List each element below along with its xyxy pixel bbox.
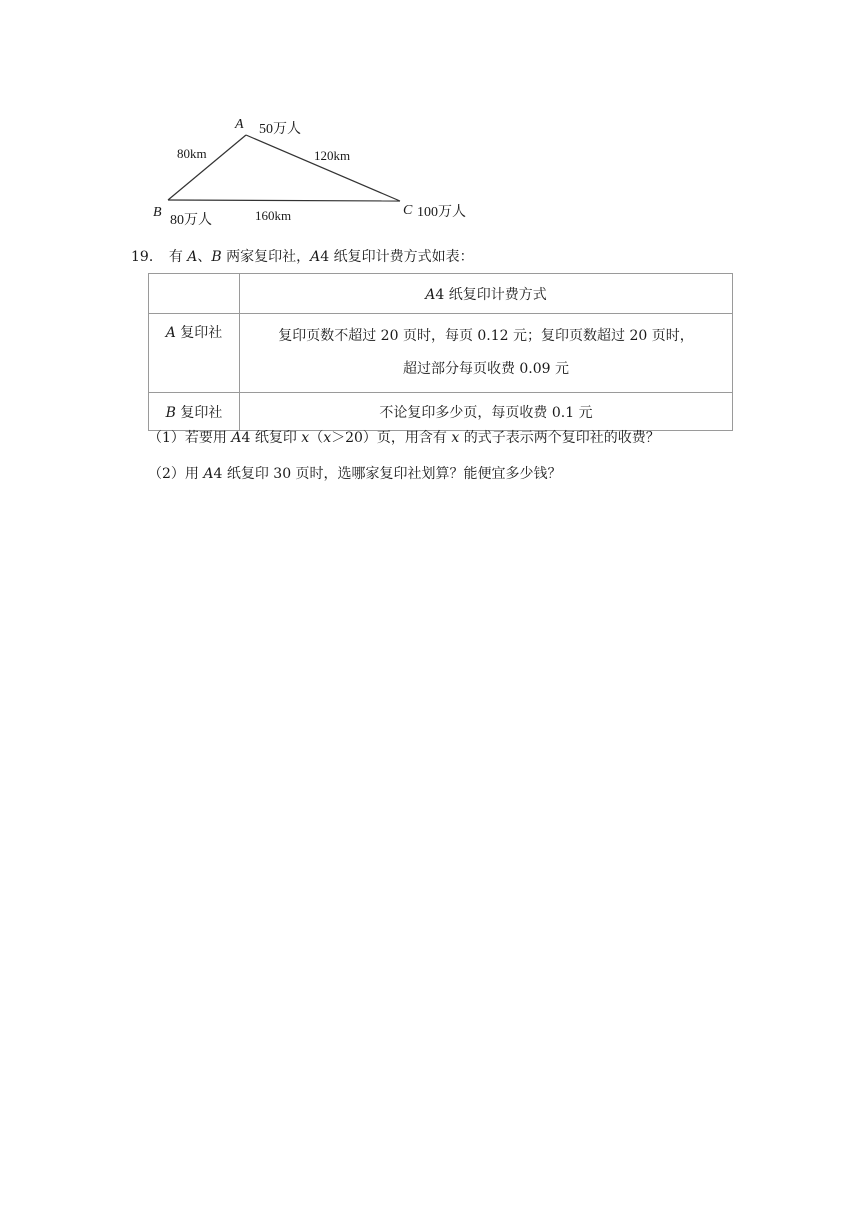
label-letter: A (165, 325, 176, 341)
sub1-text: （1）若要用 (148, 430, 232, 446)
desc-line-1: 复印页数不超过 20 页时，每页 0.12 元；复印页数超过 20 页时， (278, 328, 694, 344)
header-text: 4 纸复印计费方式 (435, 286, 547, 303)
table-row (149, 393, 733, 431)
pricing-table (148, 273, 733, 431)
desc-line-2: 超过部分每页收费 0.09 元 (402, 361, 570, 377)
question-number: 19． (131, 249, 163, 265)
sub1-text: 的式子表示两个复印社的收费？ (459, 430, 660, 446)
pop-c-label: 100万人 (417, 205, 466, 220)
pop-b-label: 80万人 (170, 213, 212, 228)
sub-question-1 (148, 429, 660, 447)
sub1-var-x: x (451, 430, 460, 446)
table-header-cell (240, 274, 733, 314)
table-row (149, 314, 733, 393)
sub1-text: ＞20）页，用含有 (331, 430, 452, 446)
sub1-var-x: x (301, 430, 310, 446)
label-letter: B (165, 404, 176, 421)
sub1-text: （ (309, 430, 324, 446)
sub1-text: 4 纸复印 (241, 430, 302, 446)
sub2-letter-a: A (203, 466, 214, 482)
question-intro (131, 248, 474, 266)
sub2-text: （2）用 (148, 466, 204, 482)
sub-question-2 (148, 465, 562, 483)
edge-ac (246, 135, 400, 201)
intro-text: 、 (197, 249, 212, 265)
row-desc-b: 不论复印多少页，每页收费 0.1 元 (240, 393, 733, 431)
intro-text: 有 (168, 249, 188, 265)
intro-letter-a: A (187, 249, 198, 265)
pop-a-label: 50万人 (259, 122, 301, 137)
sub2-text: 4 纸复印 30 页时，选哪家复印社划算？能便宜多少钱？ (213, 466, 562, 482)
vertex-c-label: C (403, 203, 413, 218)
header-letter: A (425, 286, 436, 303)
vertex-b-label: B (153, 205, 162, 220)
label-text: 复印社 (175, 404, 223, 421)
row-label-a (149, 314, 240, 393)
intro-letter-b: B (211, 249, 222, 265)
triangle-figure (146, 110, 476, 232)
row-label-b (149, 393, 240, 431)
intro-text: 4 纸复印计费方式如表： (320, 249, 474, 265)
intro-text: 两家复印社， (221, 249, 311, 265)
label-text: 复印社 (175, 325, 223, 341)
intro-letter-a4: A (310, 249, 321, 265)
dist-bc-label: 160km (255, 208, 292, 223)
edge-ab (168, 135, 246, 200)
row-desc-a (240, 314, 733, 393)
table-header-row (149, 274, 733, 314)
triangle-diagram (146, 110, 476, 232)
vertex-a-label: A (235, 117, 244, 132)
sub1-letter-a: A (231, 430, 242, 446)
dist-ab-label: 80km (177, 146, 207, 161)
sub1-var-x: x (323, 430, 332, 446)
dist-ac-label: 120km (314, 148, 351, 163)
table-header-empty (149, 274, 240, 314)
edge-bc (168, 200, 400, 201)
